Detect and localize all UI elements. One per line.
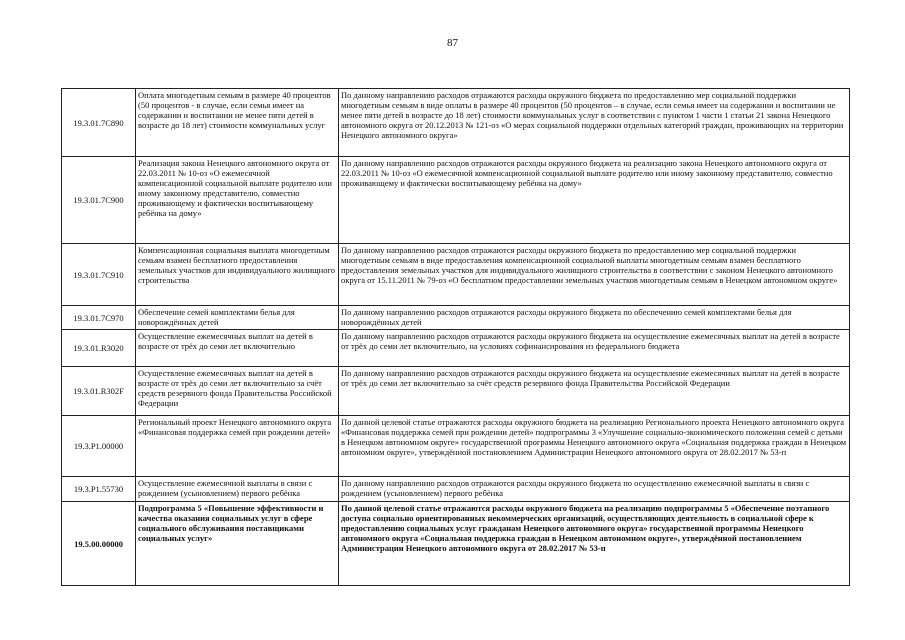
row-code: 19.3.01.7C900 bbox=[62, 157, 136, 244]
row-name: Оплата многодетным семьям в размере 40 процентов (50 процентов - в случае, если семья имеет на содержании и воспитании не менее пяти детей в возрасте до 18 лет) стоимости коммунальных услуг bbox=[136, 89, 339, 157]
row-name: Компенсационная социальная выплата многодетным семьям взамен бесплатного предоставления земельных участков для индивидуального жилищного строительства bbox=[136, 244, 339, 306]
page-number: 87 bbox=[447, 37, 458, 49]
table-row bbox=[62, 306, 850, 330]
row-code: 19.3.P1.00000 bbox=[62, 416, 136, 477]
table-row bbox=[62, 477, 850, 502]
row-name: Обеспечение семей комплектами белья для новорождённых детей bbox=[136, 306, 339, 330]
budget-classification-table bbox=[61, 88, 850, 586]
row-description: По данному направлению расходов отражаются расходы окружного бюджета на осуществление ежемесячных выплат на детей в возрасте от трёх до семи лет включительно, на условиях софинансирования из федерального бюджета bbox=[339, 330, 850, 367]
row-name: Осуществление ежемесячных выплат на детей в возрасте от трёх до семи лет включительно bbox=[136, 330, 339, 367]
row-description: По данному направлению расходов отражаются расходы окружного бюджета по предоставлению мер социальной поддержки многодетным семьям в виде оплаты в размере 40 процентов (50 процентов – в случае, если семья имеет на содержании и воспитании не менее пяти детей в возрасте до 18 лет) стоимости коммунальных услуг в соответствии с пунктом 1 части 1 статьи 21 закона Ненецкого автономного округа от 20.12.2013 № 121-оз «О мерах социальной поддержки отдельных категорий граждан, проживающих на территории Ненецкого автономного округа» bbox=[339, 89, 850, 157]
row-code: 19.3.01.R302F bbox=[62, 367, 136, 416]
row-name: Реализация закона Ненецкого автономного округа от 22.03.2011 № 10-оз «О ежемесячной компенсационной социальной выплате родителю или иному законному представителю, совместно проживающему и фактически воспитывающему ребёнка на дому» bbox=[136, 157, 339, 244]
row-description: По данному направлению расходов отражаются расходы окружного бюджета по предоставлению мер социальной поддержки многодетным семьям в виде предоставления компенсационной социальной выплаты многодетным семьям взамен бесплатного предоставления земельных участков для индивидуального жилищного строительства в соответствии с законом Ненецкого автономного округа от 15.11.2011 № 79-оз «О бесплатном предоставлении земельных участков многодетным семьям в Ненецком автономном округе» bbox=[339, 244, 850, 306]
row-description: По данной целевой статье отражаются расходы окружного бюджета на реализацию подпрограммы 5 «Обеспечение поэтапного доступа социально ориентированных некоммерческих организаций, осуществляющих деятельность в социальной сфере к предоставлению социальных услуг гражданам Ненецкого автономного округа» государственной программы Ненецкого автономного округа «Социальная поддержка граждан в Ненецком автономном округе», утверждённой постановлением Администрации Ненецкого автономного округа от 28.02.2017 № 53-п bbox=[339, 502, 850, 586]
table-row-subprogram bbox=[62, 502, 850, 586]
row-code: 19.3.01.7C970 bbox=[62, 306, 136, 330]
row-description: По данному направлению расходов отражаются расходы окружного бюджета на осуществление ежемесячных выплат на детей в возрасте от трёх до семи лет включительно за счёт средств резервного фонда Правительства Российской Федерации bbox=[339, 367, 850, 416]
row-name: Осуществление ежемесячной выплаты в связи с рождением (усыновлением) первого ребёнка bbox=[136, 477, 339, 502]
row-name: Региональный проект Ненецкого автономного округа «Финансовая поддержка семей при рождении детей» bbox=[136, 416, 339, 477]
row-code: 19.3.01.7C890 bbox=[62, 89, 136, 157]
row-name: Осуществление ежемесячных выплат на детей в возрасте от трёх до семи лет включительно за счёт средств резервного фонда Правительства Российской Федерации bbox=[136, 367, 339, 416]
table-row bbox=[62, 244, 850, 306]
row-code: 19.3.01.R3020 bbox=[62, 330, 136, 367]
row-code: 19.3.P1.55730 bbox=[62, 477, 136, 502]
row-description: По данному направлению расходов отражаются расходы окружного бюджета по осуществлению ежемесячной выплаты в связи с рождением (усыновлением) первого ребёнка bbox=[339, 477, 850, 502]
table-row bbox=[62, 416, 850, 477]
row-description: По данному направлению расходов отражаются расходы окружного бюджета на реализацию закона Ненецкого автономного округа от 22.03.2011 № 10-оз «О ежемесячной компенсационной социальной выплате родителю или иному законному представителю, совместно проживающему и фактически воспитывающему ребёнка на дому» bbox=[339, 157, 850, 244]
table-row bbox=[62, 157, 850, 244]
table-row bbox=[62, 367, 850, 416]
row-description: По данной целевой статье отражаются расходы окружного бюджета на реализацию Регионального проекта Ненецкого автономного округа «Финансовая поддержка семей при рождении детей» подпрограммы 3 «Улучшение социально-экономического положения семей с детьми в Ненецком автономном округе» государственной программы Ненецкого автономного округа «Социальная поддержка граждан в Ненецком автономном округе», утверждённой постановлением Администрации Ненецкого автономного округа от 28.02.2017 № 53-п bbox=[339, 416, 850, 477]
row-code: 19.3.01.7C910 bbox=[62, 244, 136, 306]
table-row bbox=[62, 330, 850, 367]
row-code: 19.5.00.00000 bbox=[62, 502, 136, 586]
row-description: По данному направлению расходов отражаются расходы окружного бюджета по обеспечению семей комплектами белья для новорождённых детей bbox=[339, 306, 850, 330]
table-row bbox=[62, 89, 850, 157]
row-name: Подпрограмма 5 «Повышение эффективности и качества оказания социальных услуг в сфере социального обслуживания поставщиками социальных услуг» bbox=[136, 502, 339, 586]
